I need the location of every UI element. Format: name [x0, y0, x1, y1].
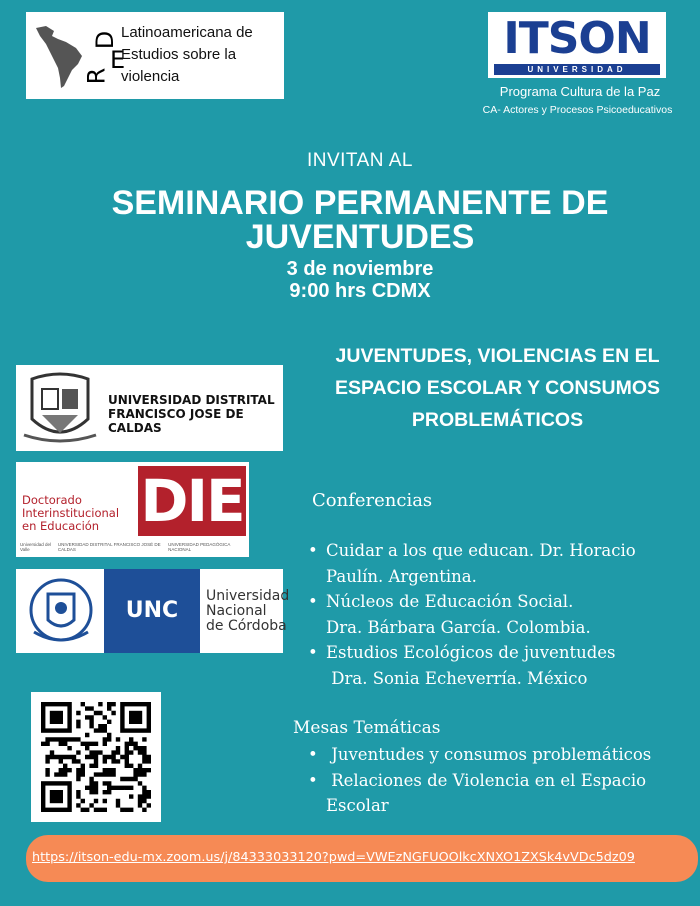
theme-line: JUVENTUDES, VIOLENCIAS EN EL — [335, 345, 660, 367]
die-footer-item: UNIVERSIDAD DISTRITAL FRANCISCO JOSÉ DE CALDAS — [57, 542, 161, 552]
unc-acronym: UNC — [104, 569, 200, 653]
unc-logo — [16, 569, 290, 653]
itson-program: Programa Cultura de la Paz — [499, 84, 661, 99]
zoom-link[interactable]: https://itson-edu-mx.zoom.us/j/84333033120?pwd=VWEzNGFUOOlkcXNXO1ZXSk4vVDc5dz09 — [32, 850, 635, 865]
event-time: 9:00 hrs CDMX — [289, 280, 431, 302]
list-item — [304, 589, 700, 640]
red-latinoamericana-logo — [26, 12, 284, 99]
list-item-line: Paulín. Argentina. — [326, 566, 477, 586]
list-item-line: • Cuidar a los que educan. Dr. Horacio — [326, 541, 636, 560]
zoom-link-banner — [26, 835, 698, 882]
ud-name-line: UNIVERSIDAD DISTRITAL — [108, 393, 275, 407]
itson-ca: CA- Actores y Procesos Psicoeducativos — [482, 104, 673, 116]
die-text-line: Interinstitucional — [22, 506, 120, 520]
red-title-line: violencia — [121, 68, 180, 85]
theme-line: PROBLEMÁTICOS — [411, 409, 584, 431]
qr-code[interactable] — [31, 692, 161, 822]
theme-line: ESPACIO ESCOLAR Y CONSUMOS — [334, 377, 661, 399]
unc-name-line: Universidad — [206, 588, 290, 604]
itson-logo — [488, 12, 666, 78]
die-text-line: en Educación — [22, 519, 100, 533]
list-item-line: • Relaciones de Violencia en el Espacio — [326, 770, 647, 790]
die-footer-item: UNIVERSIDAD PEDAGÓGICA NACIONAL — [168, 542, 231, 552]
conferencias-heading: Conferencias — [312, 490, 433, 511]
ud-name-line: FRANCISCO JOSE DE CALDAS — [108, 407, 244, 435]
mesas-list — [304, 742, 700, 819]
list-item-line: • Núcleos de Educación Social. — [326, 592, 574, 611]
mesas-heading: Mesas Temáticas — [293, 718, 441, 738]
red-logo-title — [121, 22, 286, 88]
list-item — [304, 640, 700, 691]
theme-title — [305, 340, 690, 436]
unc-name-line: de Córdoba — [206, 618, 287, 634]
itson-wordmark: ITSON — [503, 13, 651, 64]
universidad-distrital-logo — [16, 365, 283, 451]
die-text-line: Doctorado — [22, 493, 82, 507]
list-item-line: Dra. Bárbara García. Colombia. — [326, 617, 591, 637]
invite-text: INVITAN AL — [306, 150, 413, 171]
list-item-line: • Juventudes y consumos problemáticos — [326, 745, 652, 764]
red-title-line: Estudios sobre la — [121, 46, 237, 63]
date-time — [0, 258, 700, 302]
red-letter-r: R — [82, 67, 111, 85]
conferencias-list — [304, 538, 700, 691]
red-letter-e: E — [110, 46, 126, 74]
list-item — [304, 538, 700, 589]
list-item-line: Escolar — [326, 796, 389, 815]
event-date: 3 de noviembre — [286, 258, 434, 280]
title-line: JUVENTUDES — [245, 218, 475, 256]
red-letter-d: D — [91, 30, 120, 50]
seminar-title — [60, 186, 660, 254]
die-footer-item: Universidad del Valle — [20, 542, 52, 552]
itson-subtitle: UNIVERSIDAD — [494, 64, 660, 75]
list-item-line: • Estudios Ecológicos de juventudes — [326, 643, 616, 662]
die-footer — [20, 542, 246, 552]
red-letters — [84, 18, 124, 94]
qr-code-icon — [31, 692, 161, 822]
ud-crest-icon — [22, 369, 98, 447]
die-doctorado-logo — [16, 462, 249, 557]
list-item-line: Dra. Sonia Echeverría. México — [326, 668, 588, 688]
ud-name — [108, 393, 283, 435]
list-item — [304, 768, 700, 819]
list-item — [304, 742, 700, 768]
die-acronym: DIE — [138, 466, 246, 536]
title-line: SEMINARIO PERMANENTE DE — [111, 184, 609, 222]
die-text — [22, 494, 119, 533]
red-title-line: Latinoamericana de — [121, 24, 253, 41]
unc-name-line: Nacional — [206, 603, 267, 619]
unc-seal-icon — [20, 572, 102, 650]
unc-name — [206, 589, 289, 634]
